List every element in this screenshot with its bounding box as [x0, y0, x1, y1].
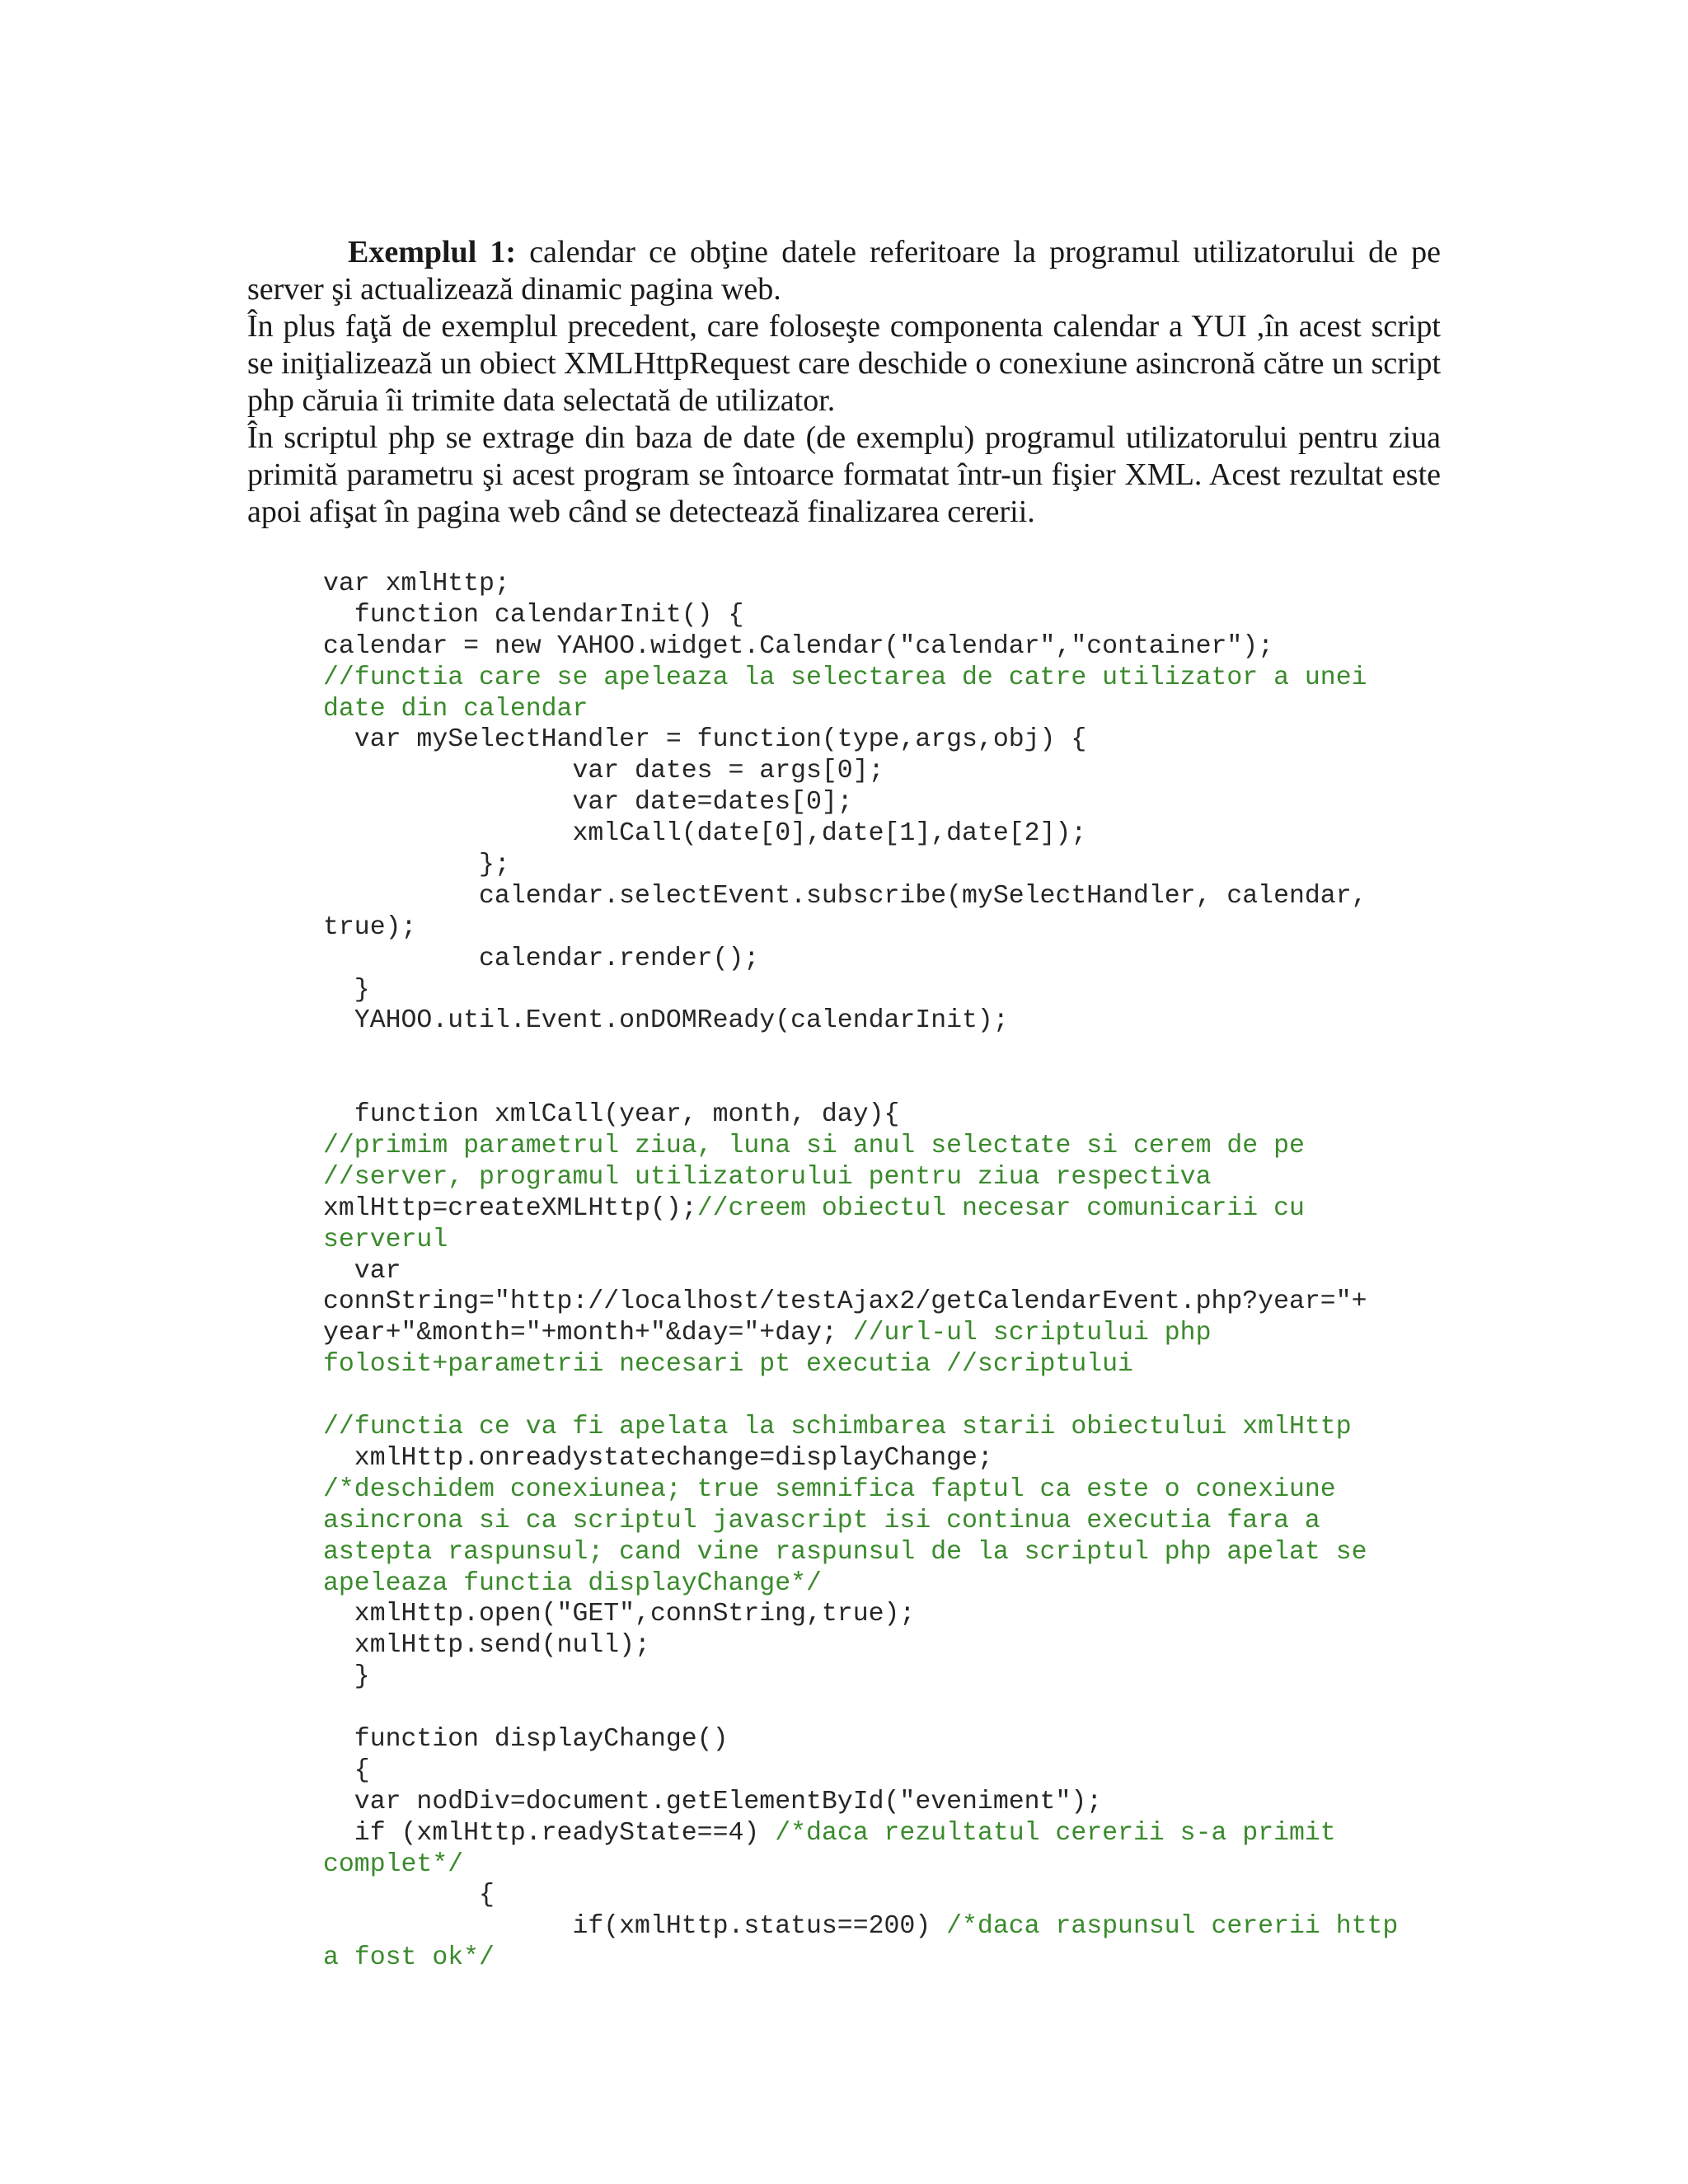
code-comment: //creem obiectul necesar comunicarii cu — [696, 1193, 1305, 1223]
code-text: connString="http://localhost/testAjax2/getCalendarEvent.php?year="+ — [323, 1287, 1367, 1317]
code-comment: /*deschidem conexiunea; true semnifica faptul ca este o conexiune — [323, 1474, 1336, 1504]
code-line — [323, 881, 1444, 912]
code-text: year+"&month="+month+"&day="+day; — [323, 1319, 853, 1348]
code-text: xmlHttp=createXMLHttp(); — [323, 1193, 697, 1223]
code-line — [323, 1661, 1444, 1693]
code-text: YAHOO.util.Event.onDOMReady(calendarInit); — [323, 1006, 1009, 1036]
code-line — [323, 1193, 1444, 1225]
code-comment: //primim parametrul ziua, luna si anul selectate si cerem de pe — [323, 1132, 1305, 1161]
code-text: } — [323, 975, 370, 1005]
code-text: var — [323, 1256, 401, 1286]
code-line — [323, 1131, 1444, 1162]
code-text: var date=dates[0]; — [323, 788, 853, 818]
code-line — [323, 850, 1444, 881]
code-line — [323, 1693, 1444, 1724]
code-text: xmlCall(date[0],date[1],date[2]); — [323, 819, 1087, 849]
code-text: calendar.render(); — [323, 944, 760, 973]
code-line — [323, 631, 1444, 663]
code-line — [323, 1787, 1444, 1818]
code-line — [323, 944, 1444, 975]
code-text: if(xmlHttp.status==200) — [323, 1912, 947, 1942]
code-line — [323, 1286, 1444, 1318]
document-page — [247, 234, 1441, 531]
code-text: function calendarInit() { — [323, 600, 744, 630]
code-comment: /*daca raspunsul cererii http — [946, 1912, 1399, 1942]
code-text: { — [323, 1755, 370, 1785]
code-line — [323, 1568, 1444, 1600]
intro-paragraph-2: În plus faţă de exemplul precedent, care foloseşte componenta calendar a YUI ,în acest script se iniţializează un obiect XMLHttpRequest care deschide o conexiune asincronă către un script php căruia îi trimite data selectată de utilizator. — [247, 309, 1441, 418]
code-line — [323, 1162, 1444, 1193]
code-text: xmlHttp.onreadystatechange=displayChange; — [323, 1443, 993, 1473]
code-listing — [323, 569, 1444, 1974]
code-text: var xmlHttp; — [323, 569, 510, 598]
code-text: }; — [323, 851, 510, 880]
code-comment: //functia ce va fi apelata la schimbarea starii obiectului xmlHttp — [323, 1413, 1352, 1442]
code-line — [323, 912, 1444, 944]
code-line — [323, 1599, 1444, 1630]
code-line — [323, 1037, 1444, 1068]
code-line — [323, 1506, 1444, 1537]
code-text: { — [323, 1881, 495, 1910]
code-line — [323, 1380, 1444, 1412]
code-line — [323, 600, 1444, 631]
code-line — [323, 1225, 1444, 1256]
code-line — [323, 1724, 1444, 1755]
code-comment: //url-ul scriptului php — [852, 1319, 1212, 1348]
code-comment: astepta raspunsul; cand vine raspunsul de la scriptul php apelat se — [323, 1537, 1367, 1567]
code-comment: complet*/ — [323, 1849, 464, 1879]
code-comment: /*daca rezultatul cererii s-a primit — [775, 1818, 1336, 1848]
code-line — [323, 1818, 1444, 1849]
code-line — [323, 1755, 1444, 1787]
code-text: var mySelectHandler = function(type,args,obj) { — [323, 725, 1087, 755]
intro-text — [247, 234, 1441, 531]
code-comment: //server, programul utilizatorului pentru ziua respectiva — [323, 1162, 1212, 1192]
code-line — [323, 1412, 1444, 1443]
code-line — [323, 1630, 1444, 1661]
code-line — [323, 787, 1444, 818]
code-comment: a fost ok*/ — [323, 1943, 495, 1973]
intro-paragraph-1 — [247, 234, 1441, 308]
code-line — [323, 1068, 1444, 1099]
code-line — [323, 1943, 1444, 1974]
code-comment: //functia care se apeleaza la selectarea de catre utilizator a unei — [323, 663, 1367, 692]
code-text: if (xmlHttp.readyState==4) — [323, 1818, 776, 1848]
code-line — [323, 1849, 1444, 1881]
code-comment: serverul — [323, 1225, 448, 1254]
code-line — [323, 1911, 1444, 1943]
code-line — [323, 1349, 1444, 1380]
code-line — [323, 694, 1444, 725]
code-text: var nodDiv=document.getElementById("eveniment"); — [323, 1787, 1103, 1816]
code-line — [323, 975, 1444, 1006]
code-line — [323, 1005, 1444, 1037]
code-comment: asincrona si ca scriptul javascript isi continua executia fara a — [323, 1506, 1320, 1535]
code-comment: apeleaza functia displayChange*/ — [323, 1568, 822, 1598]
code-line — [323, 569, 1444, 600]
code-text: true); — [323, 912, 417, 942]
code-line — [323, 1443, 1444, 1474]
code-line — [323, 1318, 1444, 1349]
code-comment: folosit+parametrii necesari pt executia //scriptului — [323, 1350, 1133, 1380]
code-line — [323, 724, 1444, 756]
code-text: xmlHttp.open("GET",connString,true); — [323, 1600, 916, 1629]
code-text: function displayChange() — [323, 1724, 729, 1754]
intro-paragraph-3: În scriptul php se extrage din baza de date (de exemplu) programul utilizatorului pentru ziua primită parametru şi acest program se întoarce formatat într-un fişier XML. Acest rezultat este apoi afişat în pagina web când se detectează finalizarea cererii. — [247, 420, 1441, 529]
code-line — [323, 1256, 1444, 1287]
code-line — [323, 1474, 1444, 1506]
code-text: var dates = args[0]; — [323, 757, 884, 786]
code-line — [323, 1099, 1444, 1131]
code-comment: date din calendar — [323, 694, 588, 724]
code-text: calendar = new YAHOO.widget.Calendar("calendar","container"); — [323, 631, 1274, 661]
code-line — [323, 756, 1444, 787]
intro-paragraph-1-text: calendar ce obţine datele referitoare la programul utilizatorului de pe server şi actualizează dinamic pagina web. — [247, 235, 1441, 307]
code-line — [323, 818, 1444, 850]
code-line — [323, 663, 1444, 694]
code-line — [323, 1537, 1444, 1568]
example-heading: Exemplul 1: — [348, 235, 517, 269]
code-text: calendar.selectEvent.subscribe(mySelectHandler, calendar, — [323, 881, 1367, 911]
code-line — [323, 1880, 1444, 1911]
code-text: function xmlCall(year, month, day){ — [323, 1100, 900, 1130]
code-text: } — [323, 1662, 370, 1692]
code-text: xmlHttp.send(null); — [323, 1631, 650, 1661]
